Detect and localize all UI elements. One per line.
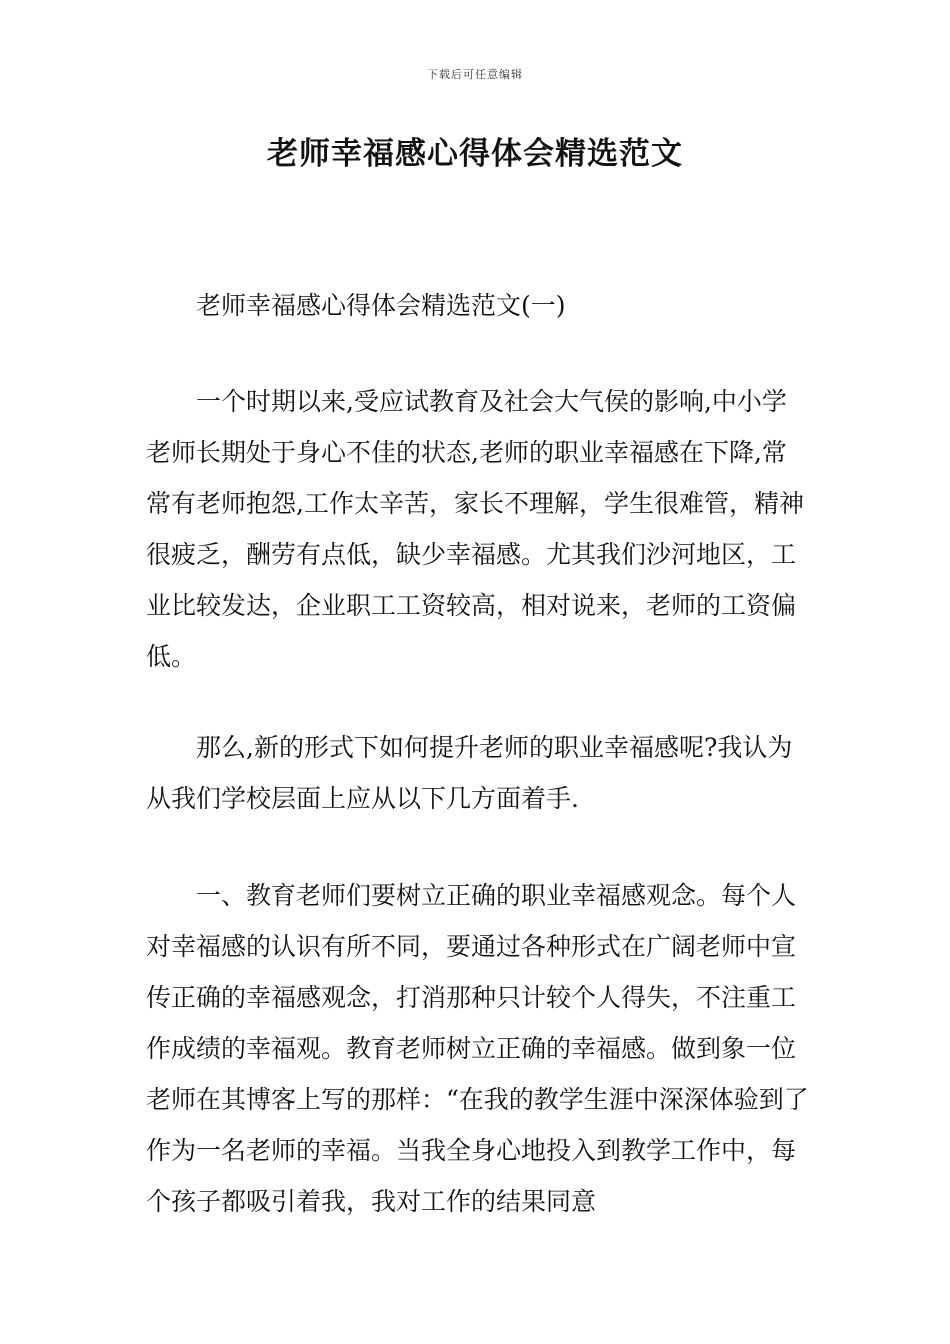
header-note: 下载后可任意编辑 xyxy=(427,68,523,81)
paragraph: 那么,新的形式下如何提升老师的职业幸福感呢?我认为从我们学校层面上应从以下几方面着手. xyxy=(146,733,793,813)
document-title: 老师幸福感心得体会精选范文 xyxy=(267,136,683,172)
paragraph: 一个时期以来,受应试教育及社会大气侯的影响,中小学老师长期处于身心不佳的状态,老师的职业幸福感在下降,常常有老师抱怨,工作太辛苦，家长不理解，学生很难管，精神很疲乏，酬劳有点低，缺少幸福感。尤其我们沙河地区，工业比较发达，企业职工工资较高，相对说来，老师的工资偏低。 xyxy=(146,387,804,671)
paragraph: 一、教育老师们要树立正确的职业幸福感观念。每个人对幸福感的认识有所不同，要通过各种形式在广阔老师中宣传正确的幸福感观念，打消那种只计较个人得失，不注重工作成绩的幸福观。教育老师树立正确的幸福感。做到象一位老师在其博客上写的那样：“在我的教学生涯中深深体验到了作为一名老师的幸福。当我全身心地投入到教学工作中，每个孩子都吸引着我，我对工作的结果同意 xyxy=(146,881,809,1216)
section-heading: 老师幸福感心得体会精选范文(一) xyxy=(196,291,566,320)
